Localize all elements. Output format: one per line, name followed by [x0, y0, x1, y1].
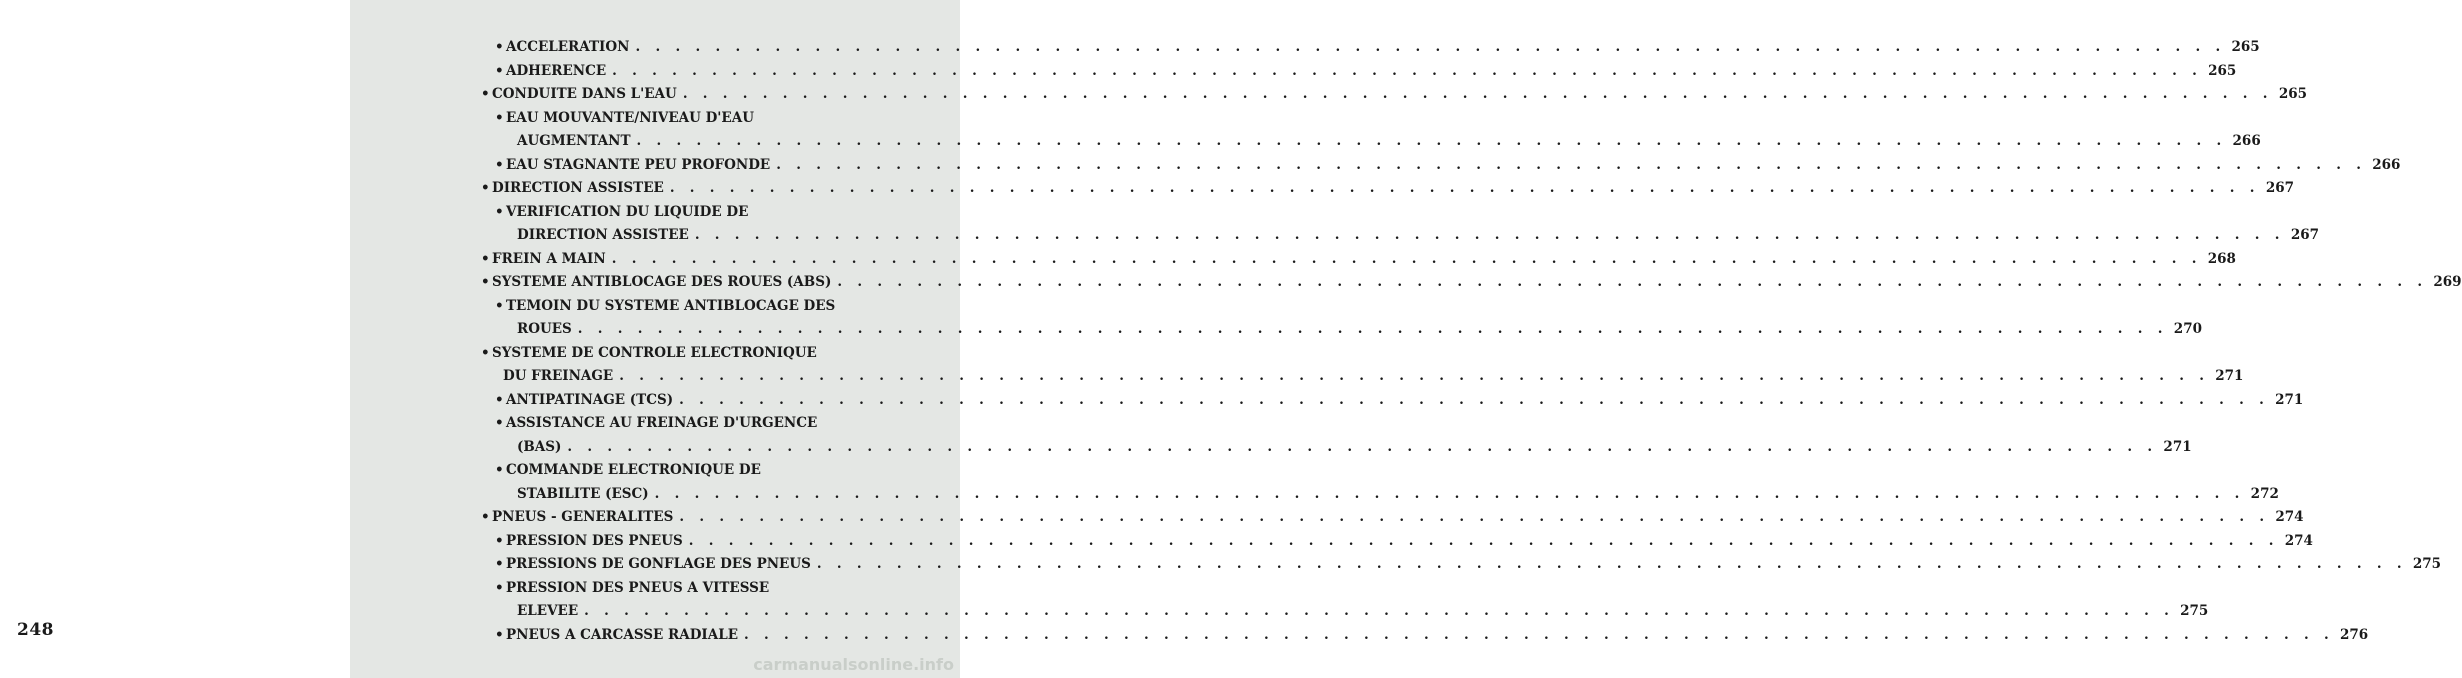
toc-entry-label: SYSTEME ANTIBLOCAGE DES ROUES (ABS) [492, 274, 832, 290]
table-of-contents [481, 36, 2462, 647]
toc-entry-label: PRESSION DES PNEUS A VITESSE [506, 579, 770, 596]
toc-entry[interactable] [481, 412, 2192, 459]
toc-entry-label: STABILITE (ESC) [517, 485, 649, 502]
bullet-icon: • [495, 391, 504, 408]
toc-entry[interactable] [481, 248, 2236, 272]
toc-entry-page: 271 [2275, 391, 2304, 408]
dot-leader: . . . . . . . . . . . . . . . . . . . . . . . . . . . . . . . . . . . . . . . . . . . . . . . . . . . . . . . . . . . . . . . . . . . . . . . . . . . . . . . . [816, 556, 2407, 572]
dot-leader: . . . . . . . . . . . . . . . . . . . . . . . . . . . . . . . . . . . . . . . . . . . . . . . . . . . . . . . . . . . . . . . . . . . . . . . . . . . . . . . . [635, 39, 2226, 55]
toc-entry[interactable] [481, 530, 2313, 554]
toc-entry-page: 266 [2372, 156, 2401, 173]
toc-entry-page: 276 [2340, 626, 2369, 643]
toc-entry[interactable] [481, 60, 2237, 84]
toc-entry-label: PNEUS - GENERALITES [492, 509, 674, 525]
toc-entry-page: 272 [2250, 485, 2279, 502]
bullet-icon: • [495, 39, 504, 55]
toc-entry-label: (BAS) [517, 438, 562, 455]
bullet-icon: • [481, 509, 490, 525]
bullet-icon: • [481, 180, 490, 196]
bullet-icon: • [481, 86, 490, 102]
left-page [0, 0, 350, 678]
page-number: 248 [17, 620, 54, 640]
toc-entry-label: PRESSION DES PNEUS [506, 532, 683, 549]
toc-entry-label: PNEUS A CARCASSE RADIALE [506, 626, 738, 643]
toc-entry-label: DU FREINAGE [503, 368, 614, 384]
dot-leader: . . . . . . . . . . . . . . . . . . . . . . . . . . . . . . . . . . . . . . . . . . . . . . . . . . . . . . . . . . . . . . . . . . . . . . . . . . . . . . . . [679, 509, 2270, 525]
bullet-icon: • [495, 462, 504, 478]
dot-leader: . . . . . . . . . . . . . . . . . . . . . . . . . . . . . . . . . . . . . . . . . . . . . . . . . . . . . . . . . . . . . . . . . . . . . . . . . . . . . . . . [682, 86, 2273, 102]
bullet-icon: • [495, 156, 504, 173]
toc-entry-label: ROUES [517, 321, 572, 337]
toc-entry-label: AUGMENTANT [517, 133, 631, 149]
watermark: carmanualsonline.info [753, 655, 954, 674]
toc-entry[interactable] [481, 553, 2442, 577]
toc-entry[interactable] [481, 177, 2294, 201]
toc-entry-label: VERIFICATION DU LIQUIDE DE [506, 203, 749, 220]
toc-entry[interactable] [481, 459, 2279, 506]
dot-leader: . . . . . . . . . . . . . . . . . . . . . . . . . . . . . . . . . . . . . . . . . . . . . . . . . . . . . . . . . . . . . . . . . . . . . . . . . . . . . . . . [744, 626, 2334, 643]
toc-entry-page: 266 [2232, 133, 2261, 149]
bullet-icon: • [495, 556, 504, 572]
dot-leader: . . . . . . . . . . . . . . . . . . . . . . . . . . . . . . . . . . . . . . . . . . . . . . . . . . . . . . . . . . . . . . . . . . . . . . . . . . . . . . . . [567, 438, 2158, 455]
toc-entry[interactable] [481, 342, 2244, 389]
bullet-icon: • [495, 297, 504, 314]
toc-entry-page: 268 [2207, 250, 2236, 267]
toc-entry[interactable] [481, 577, 2209, 624]
bullet-icon: • [495, 203, 504, 220]
toc-entry[interactable] [481, 154, 2401, 178]
dot-leader: . . . . . . . . . . . . . . . . . . . . . . . . . . . . . . . . . . . . . . . . . . . . . . . . . . . . . . . . . . . . . . . . . . . . . . . . . . . . . . . . [776, 156, 2367, 173]
toc-entry[interactable] [481, 36, 2260, 60]
dot-leader: . . . . . . . . . . . . . . . . . . . . . . . . . . . . . . . . . . . . . . . . . . . . . . . . . . . . . . . . . . . . . . . . . . . . . . . . . . . . . . . . [619, 368, 2210, 384]
dot-leader: . . . . . . . . . . . . . . . . . . . . . . . . . . . . . . . . . . . . . . . . . . . . . . . . . . . . . . . . . . . . . . . . . . . . . . . . . . . . . . . . [837, 274, 2428, 290]
toc-entry[interactable] [481, 389, 2304, 413]
toc-entry-label: TEMOIN DU SYSTEME ANTIBLOCAGE DES [506, 297, 836, 314]
toc-entry-page: 274 [2275, 509, 2304, 525]
toc-entry-label: FREIN A MAIN [492, 250, 606, 267]
toc-entry-page: 265 [2208, 62, 2237, 79]
dot-leader: . . . . . . . . . . . . . . . . . . . . . . . . . . . . . . . . . . . . . . . . . . . . . . . . . . . . . . . . . . . . . . . . . . . . . . . . . . . . . . . . [612, 62, 2203, 79]
dot-leader: . . . . . . . . . . . . . . . . . . . . . . . . . . . . . . . . . . . . . . . . . . . . . . . . . . . . . . . . . . . . . . . . . . . . . . . . . . . . . . . . [611, 250, 2202, 267]
bullet-icon: • [495, 109, 504, 126]
bullet-icon: • [495, 579, 504, 596]
dot-leader: . . . . . . . . . . . . . . . . . . . . . . . . . . . . . . . . . . . . . . . . . . . . . . . . . . . . . . . . . . . . . . . . . . . . . . . . . . . . . . . . [694, 227, 2285, 243]
toc-entry-page: 269 [2433, 274, 2462, 290]
dot-leader: . . . . . . . . . . . . . . . . . . . . . . . . . . . . . . . . . . . . . . . . . . . . . . . . . . . . . . . . . . . . . . . . . . . . . . . . . . . . . . . . [654, 485, 2245, 502]
toc-entry-label: PRESSIONS DE GONFLAGE DES PNEUS [506, 556, 811, 572]
dot-leader: . . . . . . . . . . . . . . . . . . . . . . . . . . . . . . . . . . . . . . . . . . . . . . . . . . . . . . . . . . . . . . . . . . . . . . . . . . . . . . . . [679, 391, 2270, 408]
bullet-icon: • [495, 415, 504, 431]
toc-entry-label: EAU MOUVANTE/NIVEAU D'EAU [506, 109, 754, 126]
toc-entry-label: SYSTEME DE CONTROLE ELECTRONIQUE [492, 344, 817, 361]
toc-entry-page: 275 [2412, 556, 2442, 572]
toc-entry[interactable] [481, 506, 2304, 530]
dot-leader: . . . . . . . . . . . . . . . . . . . . . . . . . . . . . . . . . . . . . . . . . . . . . . . . . . . . . . . . . . . . . . . . . . . . . . . . . . . . . . . . [669, 180, 2260, 196]
toc-entry-label: ASSISTANCE AU FREINAGE D'URGENCE [506, 415, 818, 431]
bullet-icon: • [481, 250, 490, 267]
dot-leader: . . . . . . . . . . . . . . . . . . . . . . . . . . . . . . . . . . . . . . . . . . . . . . . . . . . . . . . . . . . . . . . . . . . . . . . . . . . . . . . . [584, 603, 2175, 619]
bullet-icon: • [495, 62, 504, 79]
toc-entry-label: ACCELERATION [506, 39, 630, 55]
toc-entry[interactable] [481, 107, 2261, 154]
toc-entry-label: ELEVEE [517, 603, 579, 619]
toc-entry-page: 274 [2284, 532, 2313, 549]
bullet-icon: • [495, 532, 504, 549]
toc-entry-page: 275 [2180, 603, 2209, 619]
toc-entry-label: EAU STAGNANTE PEU PROFONDE [506, 156, 771, 173]
toc-entry[interactable] [481, 271, 2462, 295]
toc-entry[interactable] [481, 201, 2319, 248]
bullet-icon: • [481, 274, 490, 290]
toc-entry[interactable] [481, 295, 2202, 342]
toc-entry-label: COMMANDE ELECTRONIQUE DE [506, 462, 761, 478]
toc-entry-page: 265 [2231, 39, 2260, 55]
toc-entry-page: 271 [2215, 368, 2244, 384]
toc-entry-page: 270 [2173, 321, 2202, 337]
dot-leader: . . . . . . . . . . . . . . . . . . . . . . . . . . . . . . . . . . . . . . . . . . . . . . . . . . . . . . . . . . . . . . . . . . . . . . . . . . . . . . . . [577, 321, 2168, 337]
toc-entry-page: 267 [2265, 180, 2294, 196]
bullet-icon: • [495, 626, 504, 643]
toc-entry[interactable] [481, 624, 2369, 648]
toc-entry-page: 265 [2278, 86, 2307, 102]
toc-entry-label: DIRECTION ASSISTEE [492, 180, 664, 196]
toc-entry-label: ANTIPATINAGE (TCS) [506, 391, 674, 408]
dot-leader: . . . . . . . . . . . . . . . . . . . . . . . . . . . . . . . . . . . . . . . . . . . . . . . . . . . . . . . . . . . . . . . . . . . . . . . . . . . . . . . . [636, 133, 2227, 149]
toc-entry-label: DIRECTION ASSISTEE [517, 227, 689, 243]
toc-entry-page: 271 [2163, 438, 2192, 455]
toc-entry-label: ADHERENCE [506, 62, 607, 79]
dot-leader: . . . . . . . . . . . . . . . . . . . . . . . . . . . . . . . . . . . . . . . . . . . . . . . . . . . . . . . . . . . . . . . . . . . . . . . . . . . . . . . . [688, 532, 2279, 549]
bullet-icon: • [481, 344, 490, 361]
toc-entry-label: CONDUITE DANS L'EAU [492, 86, 677, 102]
toc-entry[interactable] [481, 83, 2307, 107]
toc-entry-page: 267 [2290, 227, 2319, 243]
